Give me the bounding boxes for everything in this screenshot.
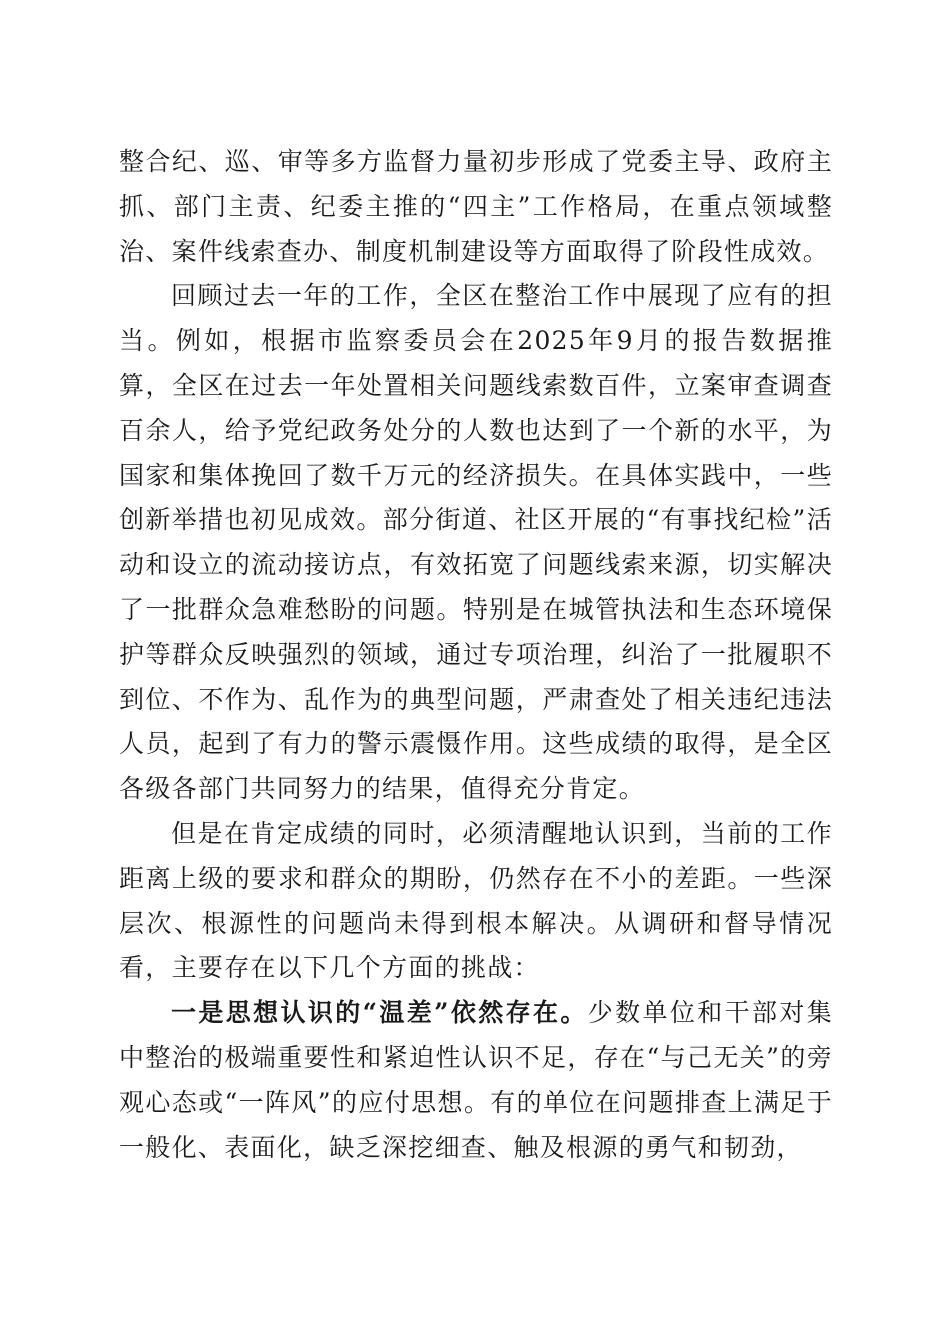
paragraph-1 bbox=[119, 140, 833, 274]
paragraph-1-text: 整合纪、巡、审等多方监督力量初步形成了党委主导、政府主抓、部门主责、纪委主推的“四主”工作格局，在重点领域整治、案件线索查办、制度机制建设等方面取得了阶段性成效。 bbox=[119, 147, 833, 266]
paragraph-3 bbox=[119, 812, 833, 991]
paragraph-4-lead: 一是思想认识的“温差”依然存在。 bbox=[171, 998, 588, 1028]
document-body bbox=[119, 140, 833, 1170]
paragraph-4 bbox=[119, 991, 833, 1170]
paragraph-3-text: 但是在肯定成绩的同时，必须清醒地认识到，当前的工作距离上级的要求和群众的期盼，仍然存在不小的差距。一些深层次、根源性的问题尚未得到根本解决。从调研和督导情况看，主要存在以下几个方面的挑战： bbox=[119, 818, 833, 983]
paragraph-2-text: 回顾过去一年的工作，全区在整治工作中展现了应有的担当。例如，根据市监察委员会在2025年9月的报告数据推算，全区在过去一年处置相关问题线索数百件，立案审查调查百余人，给予党纪政务处分的人数也达到了一个新的水平，为国家和集体挽回了数千万元的经济损失。在具体实践中，一些创新举措也初见成效。部分街道、社区开展的“有事找纪检”活动和设立的流动接访点，有效拓宽了问题线索来源，切实解决了一批群众急难愁盼的问题。特别是在城管执法和生态环境保护等群众反映强烈的领域，通过专项治理，纠治了一批履职不到位、不作为、乱作为的典型问题，严肃查处了相关违纪违法人员，起到了有力的警示震慑作用。这些成绩的取得，是全区各级各部门共同努力的结果，值得充分肯定。 bbox=[119, 281, 833, 804]
paragraph-4-text: 少数单位和干部对集中整治的极端重要性和紧迫性认识不足，存在“与己无关”的旁观心态或“一阵风”的应付思想。有的单位在问题排查上满足于一般化、表面化，缺乏深挖细查、触及根源的勇气和韧劲， bbox=[119, 998, 833, 1162]
paragraph-2 bbox=[119, 274, 833, 812]
